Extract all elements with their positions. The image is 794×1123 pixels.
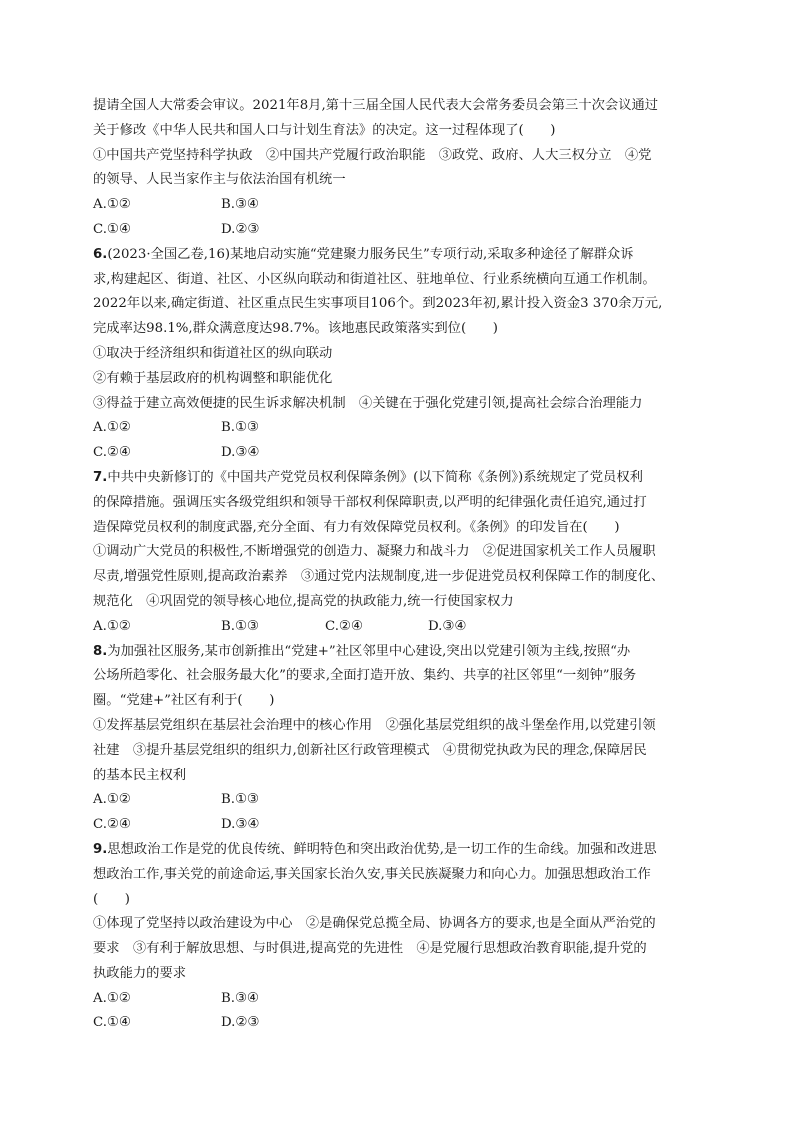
options-row: [93, 218, 705, 243]
option-b: B.③④: [221, 990, 259, 1006]
question-9: [93, 838, 705, 1036]
option-b: B.①③: [221, 420, 259, 436]
option-a: A.①②: [93, 990, 131, 1006]
question-stem-line: 完成率达98.1%,群众满意度达98.7%。该地惠民政策落实到位( ): [93, 321, 498, 337]
question-8: [93, 640, 705, 838]
statement-line: ①取决于经济组织和街道社区的纵向联动: [93, 345, 333, 361]
option-a: A.①②: [93, 792, 131, 808]
options-row: [93, 1011, 705, 1036]
question-stem-line: 2022年以来,确定街道、社区重点民生实事项目106个。到2023年初,累计投入资金3 370余万元,: [93, 296, 663, 312]
question-number: 8.: [93, 643, 108, 659]
statement-line: ①调动广大党员的积极性,不断增强党的创造力、凝聚力和战斗力 ②促进国家机关工作人员履职: [93, 544, 656, 560]
question-7: [93, 466, 705, 640]
option-b: B.③④: [221, 197, 259, 213]
option-b: B.①③: [221, 618, 259, 634]
options-row: [93, 813, 705, 838]
option-c: C.②④: [325, 618, 363, 634]
statement-line: 的基本民主权利: [93, 767, 187, 783]
question-stem-line: [93, 640, 705, 665]
statement-line: 的领导、人民当家作主与依法治国有机统一: [93, 172, 346, 188]
question-stem-line: [93, 838, 705, 863]
question-stem-line: 想政治工作,事关党的前途命运,事关国家长治久安,事关民族凝聚力和向心力。加强思想政治工作: [93, 866, 651, 882]
question-stem-line: 提请全国人大常委会审议。2021年8月,第十三届全国人民代表大会常务委员会第三十次会议通过: [93, 98, 659, 113]
statement-line: 执政能力的要求: [93, 965, 187, 981]
statement-line: 要求 ③有利于解放思想、与时俱进,提高党的先进性 ④是党履行思想政治教育职能,提升党的: [93, 941, 647, 957]
question-stem-line: [93, 243, 705, 268]
question-5: [93, 94, 705, 243]
statement-line: 尽责,增强党性原则,提高政治素养 ③通过党内法规制度,进一步促进党员权利保障工作的制度化、: [93, 569, 665, 585]
options-row: [93, 193, 705, 218]
option-d: D.②③: [221, 1015, 260, 1031]
statement-line: ③得益于建立高效便捷的民生诉求解决机制 ④关键在于强化党建引领,提高社会综合治理能力: [93, 395, 643, 411]
option-d: D.③④: [221, 445, 260, 461]
options-row: [93, 416, 705, 441]
option-a: A.①②: [93, 618, 131, 634]
question-6: [93, 243, 705, 466]
question-stem-line: 的保障措施。强调压实各级党组织和领导干部权利保障职责,以严明的纪律强化责任追究,通过打: [93, 494, 647, 510]
question-number: 9.: [93, 841, 108, 857]
statement-line: ②有赖于基层政府的机构调整和职能优化: [93, 370, 333, 386]
options-row: [93, 441, 705, 466]
question-number: 7.: [93, 469, 108, 485]
question-stem-line: 公场所趋零化、社会服务最大化”的要求,全面打造开放、集约、共享的社区邻里“一刻钟”服务: [93, 668, 637, 684]
question-stem-line: 求,构建起区、街道、社区、小区纵向联动和街道社区、驻地单位、行业系统横向互通工作机制。: [93, 271, 656, 287]
question-stem-text: 思想政治工作是党的优良传统、鲜明特色和突出政治优势,是一切工作的生命线。加强和改进思: [107, 841, 657, 857]
options-row: [93, 788, 705, 813]
question-stem-text: 为加强社区服务,某市创新推出“党建+”社区邻里中心建设,突出以党建引领为主线,按照“办: [107, 643, 631, 659]
option-c: C.②④: [93, 445, 131, 461]
question-number: 6.: [93, 246, 108, 262]
question-stem-line: 关于修改《中华人民共和国人口与计划生育法》的决定。这一过程体现了( ): [93, 122, 556, 138]
statement-line: ①体现了党坚持以政治建设为中心 ②是确保党总揽全局、协调各方的要求,也是全面从严治党的: [93, 916, 656, 932]
option-c: C.②④: [93, 817, 131, 833]
option-b: B.①③: [221, 792, 259, 808]
options-row: [93, 615, 705, 640]
question-stem-text: (2023·全国乙卷,16)某地启动实施“党建聚力服务民生”专项行动,采取多种途径了解群众诉: [107, 246, 634, 262]
page-content: [93, 94, 705, 1036]
question-stem-line: [93, 466, 705, 491]
option-a: A.①②: [93, 197, 131, 213]
question-stem-line: ( ): [93, 891, 130, 907]
option-a: A.①②: [93, 420, 131, 436]
option-c: C.①④: [93, 221, 131, 237]
statement-line: ①发挥基层党组织在基层社会治理中的核心作用 ②强化基层党组织的战斗堡垒作用,以党建引领: [93, 717, 656, 733]
option-d: D.③④: [221, 817, 260, 833]
options-row: [93, 987, 705, 1012]
statement-line: 社建 ③提升基层党组织的组织力,创新社区行政管理模式 ④贯彻党执政为民的理念,保障居民: [93, 742, 647, 758]
statement-line: ①中国共产党坚持科学执政 ②中国共产党履行政治职能 ③政党、政府、人大三权分立 ④党: [93, 147, 652, 163]
option-d: D.②③: [221, 221, 260, 237]
option-c: C.①④: [93, 1015, 131, 1031]
question-stem-text: 中共中央新修订的《中国共产党党员权利保障条例》(以下简称《条例》)系统规定了党员权利: [107, 469, 643, 485]
question-stem-line: 造保障党员权利的制度武器,充分全面、有力有效保障党员权利。《条例》的印发旨在( ): [93, 519, 620, 535]
question-stem-line: 圈。“党建+”社区有利于( ): [93, 693, 275, 709]
statement-line: 规范化 ④巩固党的领导核心地位,提高党的执政能力,统一行使国家权力: [93, 593, 514, 609]
option-d: D.③④: [428, 618, 467, 634]
